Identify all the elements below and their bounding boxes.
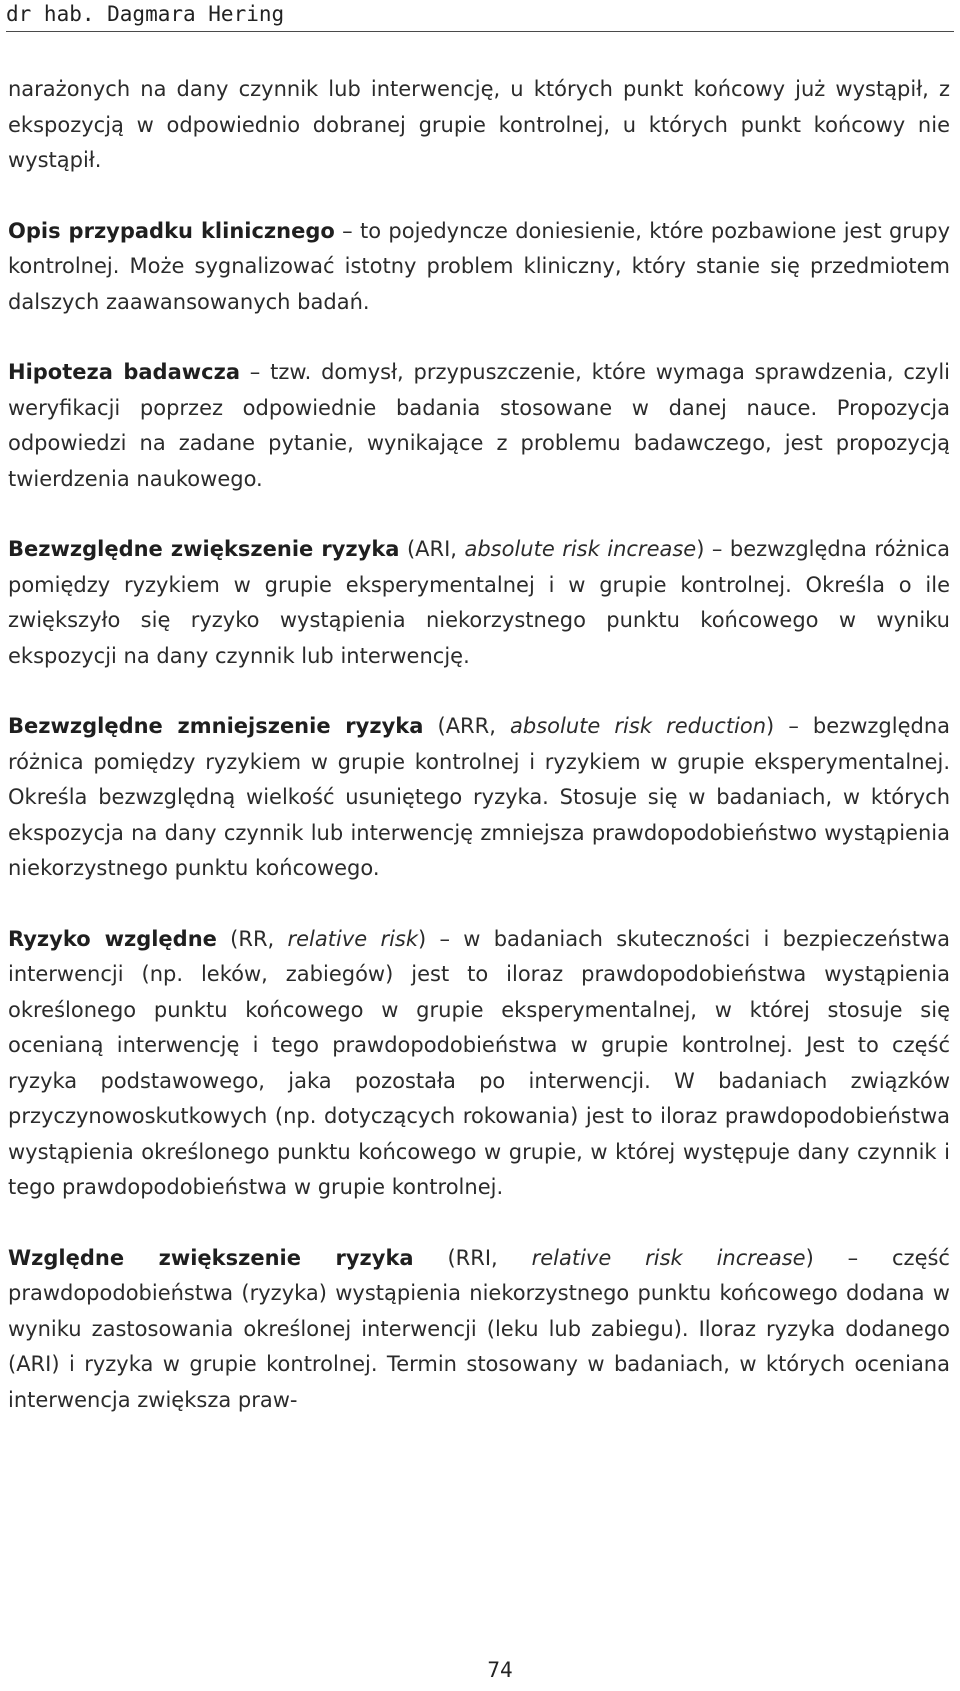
glossary-definition: ) – część prawdopodobieństwa (ryzyka) wystąpienia niekorzystnego punktu końcowego dodana w wyniku zastosowania określonej interwencji (leku lub zabiegu). Iloraz ryzyka dodanego (ARI) i ryzyka w grupie kontrolnej. Termin stosowany w badaniach, w których oceniana interwencja zwiększa praw-	[8, 1245, 950, 1412]
paragraph-continuation	[8, 72, 950, 179]
glossary-english-term: relative risk increase	[531, 1245, 806, 1270]
glossary-english-term: relative risk	[287, 926, 419, 951]
glossary-term: Bezwzględne zwiększenie ryzyka	[8, 537, 400, 561]
glossary-entry-rri	[8, 1241, 950, 1419]
glossary-term: Opis przypadku klinicznego	[8, 218, 335, 243]
glossary-entry-arr	[8, 709, 950, 887]
glossary-definition: – tzw. domysł, przypuszczenie, które wymaga sprawdzenia, czyli weryfikacji poprzez odpowiednie badania stosowane w danej nauce. Propozycja odpowiedzi na zadane pytanie, wynikające z problemu badawczego, jest propozycją twierdzenia naukowego.	[8, 360, 950, 491]
glossary-abbreviation: (RR,	[216, 926, 288, 951]
glossary-body	[8, 72, 950, 1418]
glossary-english-term: absolute risk increase	[464, 537, 697, 561]
glossary-term: Względne zwiększenie ryzyka	[8, 1245, 414, 1270]
header-rule	[6, 31, 954, 32]
glossary-definition: ) – w badaniach skuteczności i bezpieczeństwa interwencji (np. leków, zabiegów) jest to iloraz prawdopodobieństwa wystąpienia określonego punktu końcowego w grupie eksperymentalnej, w której stosuje się ocenianą interwencję i tego prawdopodobieństwa w grupie kontrolnej. Jest to część ryzyka podstawowego, jaka pozostała po interwencji. W badaniach związków przyczynowoskutkowych (np. dotyczących rokowania) jest to iloraz prawdopodobieństwa wystąpienia określonego punktu końcowego w grupie, w której występuje dany czynnik i tego prawdopodobieństwa w grupie kontrolnej.	[8, 926, 950, 1199]
glossary-definition: ) – bezwzględna różnica pomiędzy ryzykiem w grupie eksperymentalnej i w grupie kontrolnej. Określa o ile zwiększyło się ryzyko wystąpienia niekorzystnego punktu końcowego w wyniku ekspozycji na dany czynnik lub interwencję.	[8, 537, 950, 668]
glossary-term: Bezwzględne zmniejszenie ryzyka	[8, 714, 424, 738]
glossary-definition: – to pojedyncze doniesienie, które pozbawione jest grupy kontrolnej. Może sygnalizować istotny problem kliniczny, który stanie się przedmiotem dalszych zaawansowanych badań.	[8, 218, 950, 314]
glossary-abbreviation: (RRI,	[413, 1245, 532, 1270]
glossary-entry-ari	[8, 532, 950, 674]
glossary-abbreviation: (ARR,	[423, 714, 511, 738]
glossary-english-term: absolute risk reduction	[510, 714, 767, 738]
glossary-definition: ) – bezwzględna różnica pomiędzy ryzykiem w grupie kontrolnej i ryzykiem w grupie eksperymentalnej. Określa bezwzględną wielkość usuniętego ryzyka. Stosuje się w badaniach, w których ekspozycja na dany czynnik lub interwencję zmniejsza prawdopodobieństwo wystąpienia niekorzystnego punktu końcowego.	[8, 714, 950, 880]
glossary-term: Hipoteza badawcza	[8, 360, 240, 384]
glossary-entry-research-hypothesis	[8, 355, 950, 497]
glossary-abbreviation: (ARI,	[399, 537, 465, 561]
paragraph-text: narażonych na dany czynnik lub interwencję, u których punkt końcowy już wystąpił, z ekspozycją w odpowiednio dobranej grupie kontrolnej, u których punkt końcowy nie wystąpił.	[8, 77, 950, 172]
glossary-entry-rr	[8, 922, 950, 1206]
page-number: 74	[487, 1658, 513, 1682]
glossary-entry-case-report	[8, 214, 950, 321]
glossary-term: Ryzyko względne	[8, 926, 217, 951]
running-head: dr hab. Dagmara Hering	[6, 2, 285, 26]
